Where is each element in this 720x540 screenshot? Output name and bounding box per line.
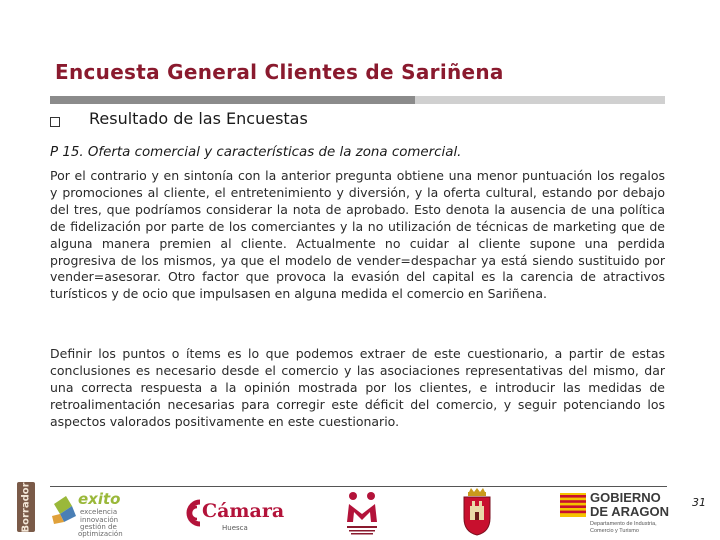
exito-logo bbox=[50, 490, 132, 538]
page-number: 31 bbox=[692, 496, 706, 509]
exito-wordmark: exito bbox=[78, 490, 121, 508]
coat-of-arms-icon bbox=[461, 488, 493, 536]
paragraph-analysis: Por el contrario y en sintonía con la anterior pregunta obtiene una menor puntuación los regalos y promociones al cliente, el entretenimiento y diversión, y la oferta cultural, estando por debajo del tres, que podríamos considerar la nota de aprobado. Esto denota la ausencia de una política de fidelización por parte de los comerciantes y la no utilización de técnicas de marketing que de alguna manera premien al cliente. Actualmente no cuidar al cliente supone una perdida progresiva de los mismos, ya que el modelo de vender=despachar ya está siendo sustituido por vender=asesorar. Otro factor que provoca la evasión del capital es la carencia de atractivos turísticos y de ocio que impulsasen en alguna medida el comercio en Sariñena. bbox=[50, 168, 665, 302]
exito-line-4: optimización bbox=[78, 530, 123, 538]
association-figures-icon bbox=[343, 490, 381, 536]
paragraph-conclusion: Definir los puntos o ítems es lo que podemos extraer de este cuestionario, a partir de estas conclusiones es necesario desde el comercio y las asociaciones representativas del mismo, dar una correcta respuesta a la opinión mostrada por los clientes, e introducir las medidas de retroalimentación necesarias para corregir este déficit del comercio, y seguir potenciando los aspectos valorados positivamente en este cuestionario. bbox=[50, 346, 665, 429]
square-bullet-icon bbox=[50, 117, 60, 127]
aragon-line-1: GOBIERNO bbox=[590, 490, 661, 505]
camara-wordmark: Cámara bbox=[202, 500, 285, 522]
town-coat-of-arms bbox=[461, 488, 493, 536]
draft-stamp-label: Borrador bbox=[20, 482, 32, 532]
aragon-sub-1: Departamento de Industria, bbox=[590, 521, 657, 527]
section-subtitle: Resultado de las Encuestas bbox=[89, 109, 308, 128]
association-logo bbox=[343, 490, 381, 536]
slide-title: Encuesta General Clientes de Sariñena bbox=[55, 60, 504, 84]
gobierno-aragon-logo bbox=[560, 490, 672, 536]
exito-line-3: gestión de bbox=[80, 523, 117, 531]
draft-stamp bbox=[17, 482, 35, 532]
question-heading: P 15. Oferta comercial y características de la zona comercial. bbox=[50, 145, 462, 160]
aragon-flag-icon bbox=[560, 493, 586, 517]
footer-divider bbox=[50, 486, 667, 487]
title-rule-light bbox=[415, 96, 665, 104]
title-rule-dark bbox=[50, 96, 415, 104]
exito-line-2: innovación bbox=[80, 515, 119, 524]
camara-logo bbox=[182, 494, 285, 534]
aragon-sub-2: Comercio y Turismo bbox=[590, 527, 639, 534]
camara-subtitle: Huesca bbox=[222, 524, 248, 532]
aragon-line-2: DE ARAGON bbox=[590, 504, 669, 519]
camara-c-icon bbox=[182, 498, 204, 528]
exito-line-1: excelencia bbox=[80, 508, 118, 516]
